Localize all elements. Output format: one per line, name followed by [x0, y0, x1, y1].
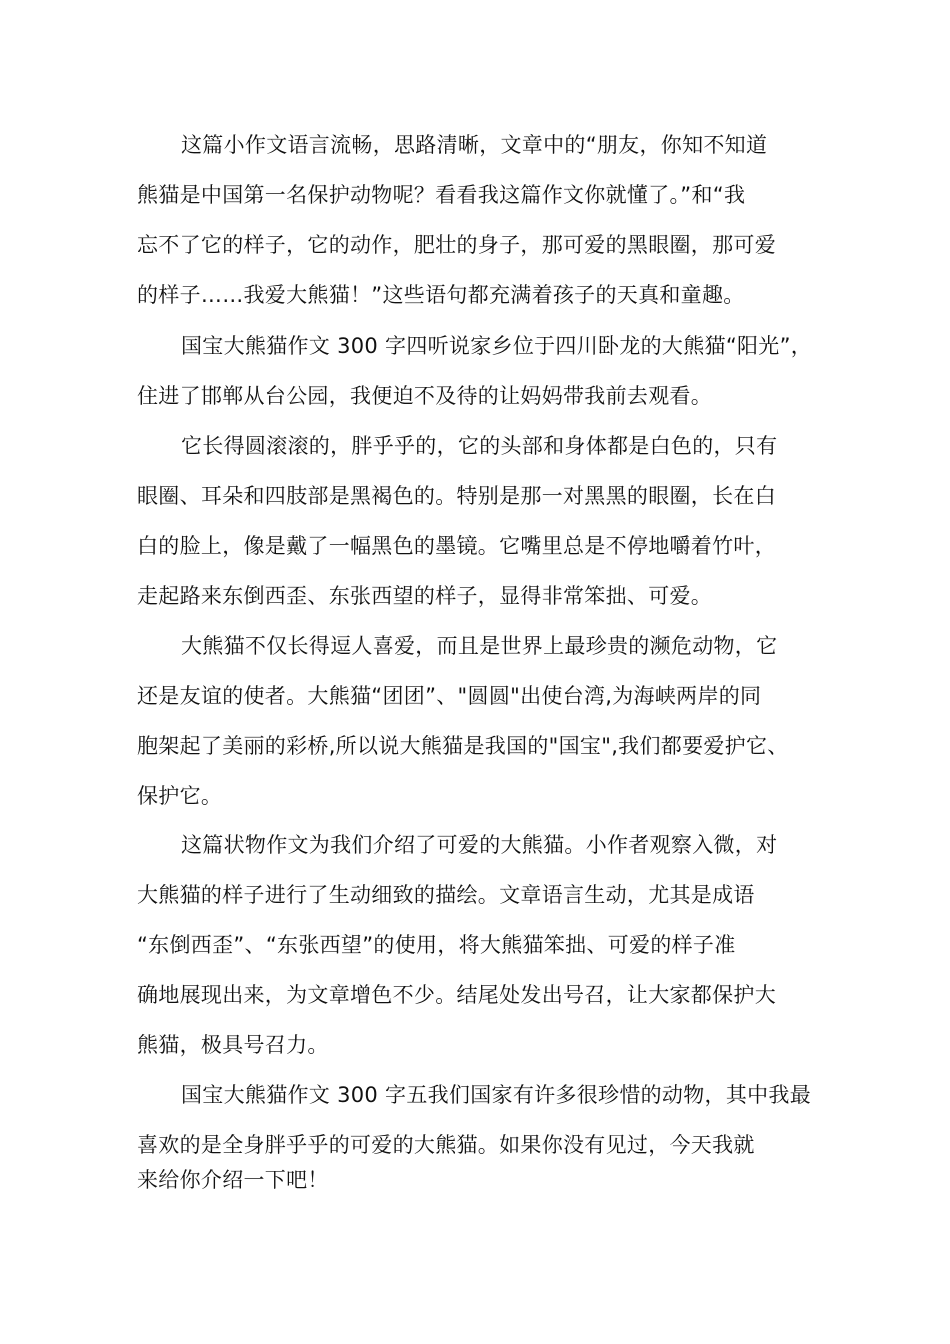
text-line: 确地展现出来，为文章增色不少。结尾处发出号召，让大家都保护大: [137, 983, 776, 1007]
text-line: “东倒西歪”、“东张西望”的使用，将大熊猫笨拙、可爱的样子准: [137, 933, 736, 957]
text-line: 它长得圆滚滚的，胖乎乎的，它的头部和身体都是白色的，只有: [181, 434, 778, 458]
text-line: 国宝大熊猫作文 300 字四听说家乡位于四川卧龙的大熊猫“阳光”，: [181, 334, 813, 358]
text-line: 住进了邯郸从台公园，我便迫不及待的让妈妈带我前去观看。: [137, 384, 713, 408]
text-line: 大熊猫不仅长得逗人喜爱，而且是世界上最珍贵的濒危动物，它: [181, 634, 778, 658]
text-line: 熊猫是中国第一名保护动物呢？看看我这篇作文你就懂了。”和“我: [137, 183, 746, 207]
text-line: 还是友谊的使者。大熊猫“团团”、"圆圆"出使台湾,为海峡两岸的同: [137, 684, 762, 708]
text-line: 大熊猫的样子进行了生动细致的描绘。文章语言生动，尤其是成语: [137, 883, 755, 907]
text-line: 眼圈、耳朵和四肢部是黑褐色的。特别是那一对黑黑的眼圈，长在白: [137, 484, 776, 508]
text-line: 喜欢的是全身胖乎乎的可爱的大熊猫。如果你没有见过，今天我就: [137, 1133, 755, 1157]
text-line: 这篇状物作文为我们介绍了可爱的大熊猫。小作者观察入微，对: [181, 833, 778, 857]
text-line: 熊猫，极具号召力。: [137, 1033, 329, 1057]
text-line: 的样子……我爱大熊猫！”这些语句都充满着孩子的天真和童趣。: [137, 283, 745, 307]
text-line: 白的脸上，像是戴了一幅黑色的墨镜。它嘴里总是不停地嚼着竹叶，: [137, 534, 776, 558]
text-line: 忘不了它的样子，它的动作，肥壮的身子，那可爱的黑眼圈，那可爱: [137, 233, 776, 257]
text-line: 国宝大熊猫作文 300 字五我们国家有许多很珍惜的动物，其中我最: [181, 1083, 812, 1107]
text-line: 胞架起了美丽的彩桥,所以说大熊猫是我国的"国宝",我们都要爱护它、: [137, 734, 789, 758]
text-line: 走起路来东倒西歪、东张西望的样子，显得非常笨拙、可爱。: [137, 584, 713, 608]
text-line: 这篇小作文语言流畅，思路清晰，文章中的“朋友，你知不知道: [181, 133, 768, 157]
text-line: 来给你介绍一下吧！: [137, 1168, 329, 1192]
text-line: 保护它。: [137, 784, 223, 808]
